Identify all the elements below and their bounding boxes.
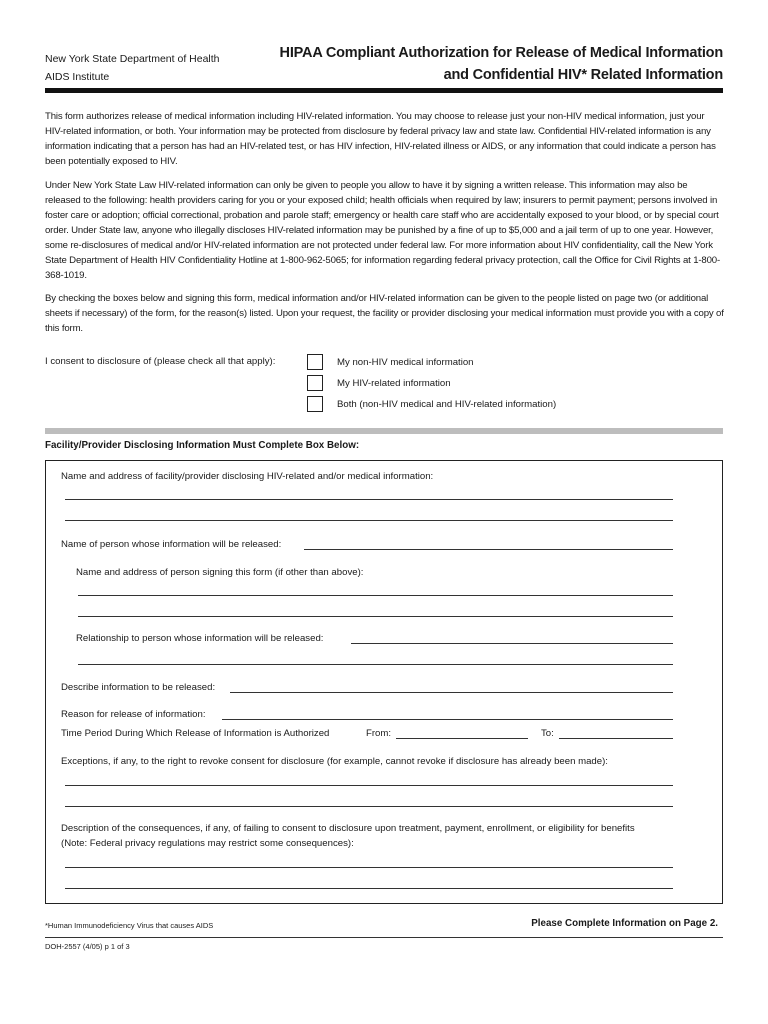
form-title-line-1: HIPAA Compliant Authorization for Release of Medical Information xyxy=(279,45,723,61)
intro-paragraph-3: By checking the boxes below and signing this form, medical information and/or HIV-related information can be given to the people listed on page two (or additional sheets if necessary) of the form, for the reason(s) listed. Upon your request, the facility or provider disclosing your medical information must provide you with a copy of this form. xyxy=(45,293,724,334)
relationship-label: Relationship to person whose information will be released: xyxy=(76,633,324,644)
signer-name-address-line-2[interactable] xyxy=(78,616,673,617)
describe-info-label: Describe information to be released: xyxy=(61,682,216,693)
intro-paragraph-2: Under New York State Law HIV-related information can only be given to people you allow to have it by signing a written release. This information may also be released to the following: health providers caring for you or your exposed child; health officials when required by law; insurers to permit payment; persons involved in foster care or adoption; official correctional, probation and parole staff; emergency or health care staff who are accidentally exposed to your blood, or by special court order. Under State law, anyone who illegally discloses HIV-related information may be punished by a fine of up to $5,000 and a jail term of up to one year. However, some re-disclosures of medical and/or HIV-related information are not protected under federal law. For more information about HIV confidentiality, call the New York State Department of Health HIV Confidentiality Hotline at 1-800-962-5065; for information regarding federal privacy protection, call the Office for Civil Rights at 1-800-368-1019. xyxy=(45,180,721,281)
continue-note: Please Complete Information on Page 2. xyxy=(531,918,718,929)
header-divider xyxy=(45,88,723,93)
reason-label: Reason for release of information: xyxy=(61,709,206,720)
checkbox-both[interactable] xyxy=(307,396,323,412)
to-label: To: xyxy=(541,728,554,739)
footnote: *Human Immunodeficiency Virus that causes AIDS xyxy=(45,921,214,930)
form-title-line-2: and Confidential HIV* Related Information xyxy=(443,67,723,83)
consent-section xyxy=(45,354,725,416)
facility-name-address-line-1[interactable] xyxy=(65,499,673,500)
footer-divider xyxy=(45,937,723,938)
person-name-line[interactable] xyxy=(304,549,673,550)
facility-name-address-label: Name and address of facility/provider disclosing HIV-related and/or medical information: xyxy=(61,471,434,482)
consent-option-label: My non-HIV medical information xyxy=(337,356,474,368)
consent-option-non-hiv[interactable] xyxy=(307,354,474,370)
facility-form-box xyxy=(45,460,723,904)
consent-option-label: Both (non-HIV medical and HIV-related information) xyxy=(337,398,557,410)
consent-option-label: My HIV-related information xyxy=(337,377,451,389)
consequences-label-line-2: (Note: Federal privacy regulations may restrict some consequences): xyxy=(61,838,354,849)
signer-name-address-label: Name and address of person signing this form (if other than above): xyxy=(76,567,364,578)
form-title xyxy=(280,42,723,86)
signer-name-address-line-1[interactable] xyxy=(78,595,673,596)
consent-option-hiv[interactable] xyxy=(307,375,451,391)
describe-info-line[interactable] xyxy=(230,692,673,693)
consequences-line-2[interactable] xyxy=(65,888,673,889)
consent-option-both[interactable] xyxy=(307,396,556,412)
person-name-label: Name of person whose information will be released: xyxy=(61,539,282,550)
agency-line-2: AIDS Institute xyxy=(45,71,110,83)
exceptions-label: Exceptions, if any, to the right to revoke consent for disclosure (for example, cannot revoke if disclosure has already been made): xyxy=(61,756,608,767)
from-date-line[interactable] xyxy=(396,738,528,739)
relationship-line-1[interactable] xyxy=(351,643,673,644)
consent-lead-text: I consent to disclosure of (please check all that apply): xyxy=(45,356,276,367)
relationship-line-2[interactable] xyxy=(78,664,673,665)
intro-paragraph-1: This form authorizes release of medical information including HIV-related information. You may choose to release just your non-HIV medical information, just your HIV-related information, or both. Your information may be protected from disclosure by federal privacy law and state law. Confidential HIV-related information is any information indicating that a person has had an HIV-related test, or has HIV infection, HIV-related illness or AIDS, or any information that could indicate a person has been potentially exposed to HIV. xyxy=(45,111,716,167)
to-date-line[interactable] xyxy=(559,738,673,739)
time-period-label: Time Period During Which Release of Information is Authorized xyxy=(61,728,330,739)
consequences-line-1[interactable] xyxy=(65,867,673,868)
document-header xyxy=(45,42,723,92)
from-label: From: xyxy=(366,728,392,739)
checkbox-non-hiv[interactable] xyxy=(307,354,323,370)
form-number: DOH-2557 (4/05) p 1 of 3 xyxy=(45,942,130,951)
agency-line-1: New York State Department of Health xyxy=(45,53,220,65)
checkbox-hiv[interactable] xyxy=(307,375,323,391)
agency-name xyxy=(45,50,220,86)
reason-line[interactable] xyxy=(222,719,673,720)
section-divider xyxy=(45,428,723,434)
exceptions-line-2[interactable] xyxy=(65,806,673,807)
exceptions-line-1[interactable] xyxy=(65,785,673,786)
facility-box-heading: Facility/Provider Disclosing Information Must Complete Box Below: xyxy=(45,440,360,451)
consequences-label-line-1: Description of the consequences, if any, of failing to consent to disclosure upon treatment, payment, enrollment, or eligibility for benefits xyxy=(61,823,635,834)
facility-name-address-line-2[interactable] xyxy=(65,520,673,521)
